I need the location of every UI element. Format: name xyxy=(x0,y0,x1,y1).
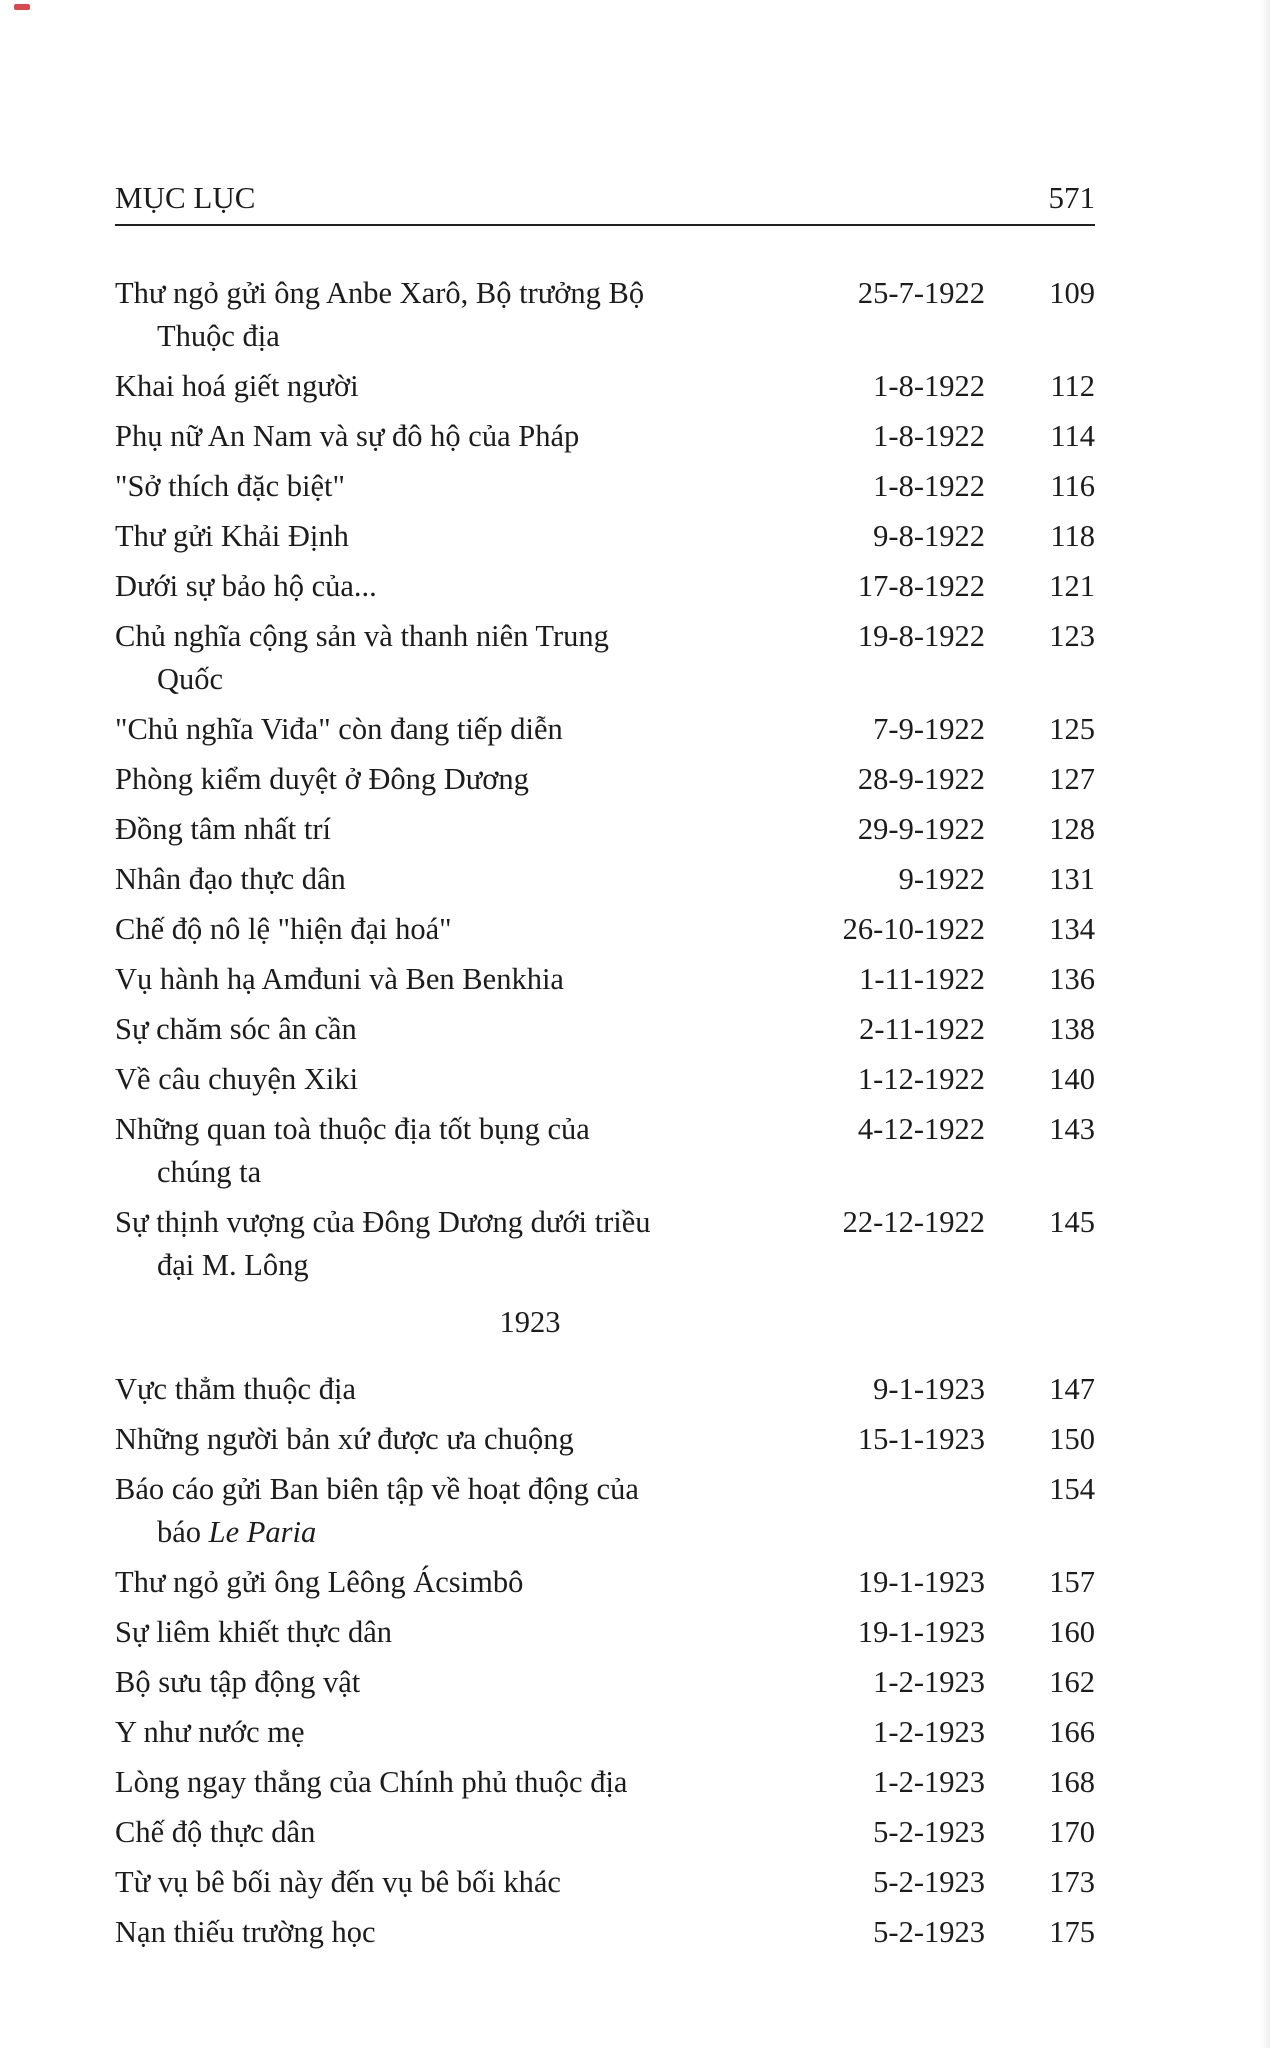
toc-entry xyxy=(115,708,1095,751)
toc-entry-title xyxy=(115,1012,357,1046)
toc-entry-page: 168 xyxy=(1049,1765,1095,1799)
toc-entry-page: 118 xyxy=(1050,519,1095,553)
toc-entry-page: 145 xyxy=(1049,1205,1095,1239)
toc-entry xyxy=(115,1811,1095,1854)
toc-entry xyxy=(115,1201,1095,1287)
table-of-contents xyxy=(115,272,1095,1954)
toc-section-1922 xyxy=(115,272,1095,1287)
toc-entry-title xyxy=(115,1565,523,1599)
toc-entry-title xyxy=(115,276,644,353)
toc-entry-title-text: Chế độ thực dân xyxy=(115,1815,316,1849)
toc-entry-title-text: Những quan toà thuộc địa tốt bụng của chúng ta xyxy=(115,1112,590,1189)
toc-entry-page: 173 xyxy=(1049,1865,1095,1899)
toc-entry-page: 114 xyxy=(1050,419,1095,453)
toc-entry-page: 136 xyxy=(1049,962,1095,996)
toc-entry-date: 4-12-1922 xyxy=(857,1112,985,1146)
toc-entry-title-text: "Sở thích đặc biệt" xyxy=(115,469,345,503)
toc-entry-date: 5-2-1923 xyxy=(873,1865,985,1899)
toc-entry-title xyxy=(115,1205,651,1282)
toc-entry xyxy=(115,808,1095,851)
toc-entry-page: 150 xyxy=(1049,1422,1095,1456)
toc-entry xyxy=(115,758,1095,801)
toc-entry-title-text: Bộ sưu tập động vật xyxy=(115,1665,361,1699)
toc-entry-date: 7-9-1922 xyxy=(873,712,985,746)
toc-section-1923 xyxy=(115,1368,1095,1954)
toc-entry-date: 1-2-1923 xyxy=(873,1665,985,1699)
toc-entry-page: 112 xyxy=(1050,369,1095,403)
toc-entry-page: 147 xyxy=(1049,1372,1095,1406)
toc-entry-title xyxy=(115,1422,574,1456)
toc-entry-page: 143 xyxy=(1049,1112,1095,1146)
toc-entry-title-text: Về câu chuyện Xiki xyxy=(115,1062,359,1096)
toc-entry-title-text: Phòng kiểm duyệt ở Đông Dương xyxy=(115,762,529,796)
toc-entry-page: 123 xyxy=(1049,619,1095,653)
toc-entry-date: 17-8-1922 xyxy=(857,569,985,603)
toc-entry-date: 2-11-1922 xyxy=(859,1012,985,1046)
toc-entry xyxy=(115,1418,1095,1461)
toc-entry-title xyxy=(115,619,609,696)
toc-entry xyxy=(115,1058,1095,1101)
toc-entry-date: 9-1-1923 xyxy=(873,1372,985,1406)
toc-entry xyxy=(115,1761,1095,1804)
toc-entry-title-text: Thư ngỏ gửi ông Lêông Ácsimbô xyxy=(115,1565,524,1599)
toc-entry-page: 127 xyxy=(1049,762,1095,796)
toc-entry-title xyxy=(115,862,346,896)
toc-entry-date: 26-10-1922 xyxy=(842,912,985,946)
toc-entry-date: 1-2-1923 xyxy=(873,1765,985,1799)
toc-entry-title-text: Vụ hành hạ Amđuni và Ben Benkhia xyxy=(115,962,564,996)
year-heading: 1923 xyxy=(499,1305,561,1339)
toc-entry-date: 1-11-1922 xyxy=(859,962,985,996)
toc-entry xyxy=(115,1468,1095,1554)
toc-entry-page: 162 xyxy=(1049,1665,1095,1699)
toc-entry-date: 29-9-1922 xyxy=(857,812,985,846)
page-edge-shadow xyxy=(1260,0,1270,2048)
toc-entry-page: 116 xyxy=(1050,469,1095,503)
toc-entry-page: 109 xyxy=(1049,276,1095,310)
toc-entry-title xyxy=(115,1715,305,1749)
toc-entry-page: 134 xyxy=(1049,912,1095,946)
toc-entry-date: 22-12-1922 xyxy=(842,1205,985,1239)
toc-entry-page: 131 xyxy=(1049,862,1095,896)
toc-entry-title-text: "Chủ nghĩa Viđa" còn đang tiếp diễn xyxy=(115,712,563,746)
toc-entry-title-text: Sự thịnh vượng của Đông Dương dưới triều đại M. Lông xyxy=(115,1205,651,1282)
toc-entry-title xyxy=(115,1815,315,1849)
toc-entry-page: 138 xyxy=(1049,1012,1095,1046)
toc-entry-title xyxy=(115,1372,356,1406)
toc-entry-title xyxy=(115,1112,590,1189)
toc-entry-title xyxy=(115,1665,360,1699)
toc-entry-title xyxy=(115,419,579,453)
toc-entry-title-text: Phụ nữ An Nam và sự đô hộ của Pháp xyxy=(115,419,580,453)
toc-entry-date: 1-12-1922 xyxy=(857,1062,985,1096)
toc-entry xyxy=(115,1108,1095,1194)
toc-entry-page: 154 xyxy=(1049,1472,1095,1506)
header-title: MỤC LỤC xyxy=(115,180,256,215)
toc-entry-title-text: Thư gửi Khải Định xyxy=(115,519,349,553)
toc-entry-title-text: Những người bản xứ được ưa chuộng xyxy=(115,1422,574,1456)
toc-entry-title-text: Chủ nghĩa cộng sản và thanh niên Trung Quốc xyxy=(115,619,609,696)
toc-entry xyxy=(115,1711,1095,1754)
toc-entry xyxy=(115,1561,1095,1604)
toc-entry-title-italic: Le Paria xyxy=(208,1515,317,1549)
toc-entry-title xyxy=(115,369,359,403)
toc-entry-page: 170 xyxy=(1049,1815,1095,1849)
toc-entry-title-text: Thư ngỏ gửi ông Anbe Xarô, Bộ trưởng Bộ Thuộc địa xyxy=(115,276,645,353)
toc-entry-title-text: Sự chăm sóc ân cần xyxy=(115,1012,357,1046)
toc-entry xyxy=(115,515,1095,558)
toc-entry xyxy=(115,858,1095,901)
toc-entry xyxy=(115,415,1095,458)
toc-entry-title-text: Khai hoá giết người xyxy=(115,369,359,403)
toc-entry-date: 5-2-1923 xyxy=(873,1915,985,1949)
toc-entry xyxy=(115,1661,1095,1704)
toc-entry-title-text: Y như nước mẹ xyxy=(115,1715,305,1749)
toc-entry xyxy=(115,272,1095,358)
toc-entry-title-text: Dưới sự bảo hộ của... xyxy=(115,569,377,603)
toc-entry-date: 25-7-1922 xyxy=(857,276,985,310)
toc-entry-date: 19-1-1923 xyxy=(857,1565,985,1599)
toc-entry-title xyxy=(115,712,563,746)
toc-entry-title xyxy=(115,812,331,846)
toc-entry-date: 1-8-1922 xyxy=(873,469,985,503)
toc-entry-date: 5-2-1923 xyxy=(873,1815,985,1849)
toc-entry xyxy=(115,465,1095,508)
toc-entry xyxy=(115,1611,1095,1654)
toc-entry-title xyxy=(115,912,452,946)
toc-entry-page: 140 xyxy=(1049,1062,1095,1096)
toc-entry-page: 166 xyxy=(1049,1715,1095,1749)
toc-entry-page: 121 xyxy=(1049,569,1095,603)
toc-entry-title-text: Vực thẳm thuộc địa xyxy=(115,1372,356,1406)
toc-entry xyxy=(115,565,1095,608)
toc-entry-page: 128 xyxy=(1049,812,1095,846)
toc-entry xyxy=(115,958,1095,1001)
toc-entry xyxy=(115,615,1095,701)
toc-entry-date: 9-8-1922 xyxy=(873,519,985,553)
toc-entry-date: 1-8-1922 xyxy=(873,369,985,403)
toc-entry-title xyxy=(115,1865,561,1899)
toc-entry-date: 28-9-1922 xyxy=(857,762,985,796)
toc-entry-title xyxy=(115,1915,376,1949)
toc-entry-page: 160 xyxy=(1049,1615,1095,1649)
corner-mark xyxy=(14,4,30,10)
toc-entry xyxy=(115,908,1095,951)
toc-entry-title xyxy=(115,469,345,503)
toc-entry xyxy=(115,1911,1095,1954)
toc-entry-title xyxy=(115,1615,392,1649)
toc-entry xyxy=(115,1368,1095,1411)
toc-entry-title-text: Sự liêm khiết thực dân xyxy=(115,1615,393,1649)
toc-entry-title xyxy=(115,569,377,603)
toc-entry-page: 157 xyxy=(1049,1565,1095,1599)
toc-entry-title-text: Lòng ngay thẳng của Chính phủ thuộc địa xyxy=(115,1765,628,1799)
toc-entry-date: 1-2-1923 xyxy=(873,1715,985,1749)
toc-entry-date: 9-1922 xyxy=(898,862,985,896)
toc-entry-title-text: Từ vụ bê bối này đến vụ bê bối khác xyxy=(115,1865,561,1899)
toc-entry-title xyxy=(115,519,349,553)
toc-entry-title xyxy=(115,962,564,996)
toc-entry xyxy=(115,1861,1095,1904)
toc-entry-title-text: Báo cáo gửi Ban biên tập về hoạt động của báo xyxy=(115,1472,639,1549)
toc-entry-title-text: Nhân đạo thực dân xyxy=(115,862,346,896)
toc-entry-title xyxy=(115,1472,639,1549)
header-page-number: 571 xyxy=(1048,180,1095,215)
toc-entry-date: 1-8-1922 xyxy=(873,419,985,453)
toc-entry-title xyxy=(115,1062,358,1096)
toc-entry-title-text: Chế độ nô lệ "hiện đại hoá" xyxy=(115,912,452,946)
toc-entry-date: 19-8-1922 xyxy=(857,619,985,653)
toc-page xyxy=(115,180,1095,1961)
toc-entry xyxy=(115,365,1095,408)
toc-entry-date: 19-1-1923 xyxy=(857,1615,985,1649)
toc-entry-page: 175 xyxy=(1049,1915,1095,1949)
toc-entry-page: 125 xyxy=(1049,712,1095,746)
toc-entry-title-text: Nạn thiếu trường học xyxy=(115,1915,376,1949)
toc-entry-title-text: Đồng tâm nhất trí xyxy=(115,812,332,846)
toc-entry xyxy=(115,1008,1095,1051)
toc-entry-date: 15-1-1923 xyxy=(857,1422,985,1456)
toc-entry-title xyxy=(115,762,529,796)
toc-entry-title xyxy=(115,1765,627,1799)
running-header xyxy=(115,180,1095,226)
